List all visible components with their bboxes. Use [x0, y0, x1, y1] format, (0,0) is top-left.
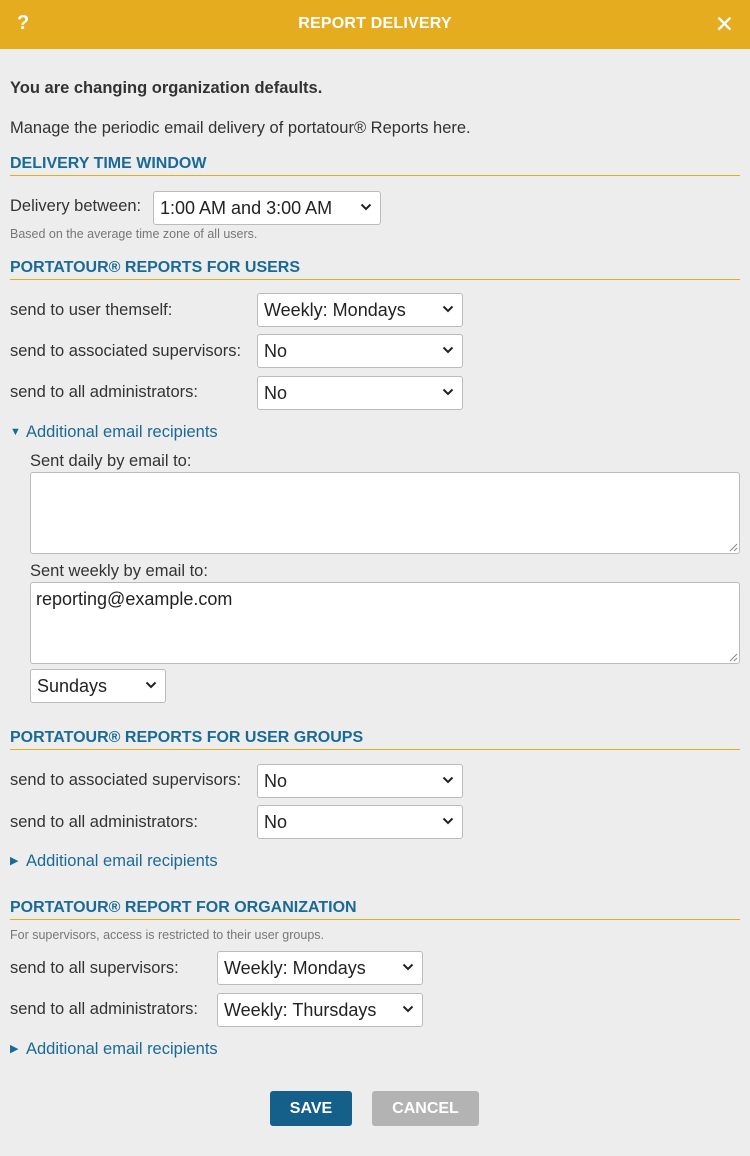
organization-note: For supervisors, access is restricted to their user groups. [10, 928, 325, 942]
chevron-down-icon [442, 774, 454, 786]
chevron-down-icon [145, 679, 157, 691]
dialog-title: REPORT DELIVERY [298, 15, 452, 32]
section-title-organization: PORTATOUR® REPORT FOR ORGANIZATION [10, 899, 740, 920]
chevron-down-icon [442, 303, 454, 315]
section-title-groups: PORTATOUR® REPORTS FOR USER GROUPS [10, 729, 740, 750]
select-value: No [264, 812, 288, 832]
resize-grip-icon[interactable] [728, 652, 738, 662]
users-send-self-select[interactable] [257, 293, 463, 327]
users-row-label: send to associated supervisors: [10, 342, 242, 360]
toggle-label: Additional email recipients [26, 1040, 218, 1058]
save-button[interactable]: SAVE [270, 1091, 352, 1126]
close-icon[interactable]: ✕ [714, 11, 734, 37]
select-value: No [264, 771, 288, 791]
groups-row-label: send to all administrators: [10, 813, 199, 831]
chevron-down-icon [442, 815, 454, 827]
organization-additional-recipients-toggle[interactable] [10, 1040, 218, 1059]
users-row-label: send to all administrators: [10, 383, 199, 401]
dialog-header [0, 0, 750, 49]
chevron-down-icon [402, 1003, 414, 1015]
chevron-down-icon [402, 961, 414, 973]
cancel-button[interactable]: CANCEL [372, 1091, 479, 1126]
organization-send-admins-select[interactable] [217, 993, 423, 1027]
users-row-label: send to user themself: [10, 301, 173, 319]
weekly-recipients-label: Sent weekly by email to: [30, 562, 208, 580]
triangle-right-icon: ▶ [10, 1043, 19, 1055]
org-defaults-notice: You are changing organization defaults. [10, 79, 323, 97]
section-title-delivery: DELIVERY TIME WINDOW [10, 155, 740, 176]
groups-send-admins-select[interactable] [257, 805, 463, 839]
toggle-label: Additional email recipients [26, 852, 218, 870]
chevron-down-icon [442, 386, 454, 398]
users-additional-recipients-toggle[interactable] [10, 423, 218, 442]
delivery-between-label: Delivery between: [10, 197, 142, 215]
select-value: No [264, 383, 288, 403]
weekly-day-select[interactable] [30, 669, 166, 703]
groups-row-label: send to associated supervisors: [10, 771, 242, 789]
select-value: Weekly: Mondays [224, 958, 366, 978]
select-value: Weekly: Thursdays [224, 1000, 377, 1020]
select-value: No [264, 341, 288, 361]
users-send-supervisors-select[interactable] [257, 334, 463, 368]
intro-text: Manage the periodic email delivery of portatour® Reports here. [10, 119, 471, 137]
users-send-admins-select[interactable] [257, 376, 463, 410]
delivery-note: Based on the average time zone of all users. [10, 227, 258, 241]
organization-send-supervisors-select[interactable] [217, 951, 423, 985]
organization-row-label: send to all supervisors: [10, 959, 179, 977]
groups-additional-recipients-toggle[interactable] [10, 852, 218, 871]
weekly-recipients-textarea[interactable] [30, 582, 740, 664]
toggle-label: Additional email recipients [26, 423, 218, 441]
delivery-window-value: 1:00 AM and 3:00 AM [160, 198, 333, 218]
triangle-down-icon: ▼ [10, 426, 21, 438]
help-icon[interactable]: ? [17, 12, 30, 34]
chevron-down-icon [360, 201, 372, 213]
groups-send-supervisors-select[interactable] [257, 764, 463, 798]
daily-recipients-textarea[interactable] [30, 472, 740, 554]
daily-recipients-label: Sent daily by email to: [30, 452, 192, 470]
delivery-window-select[interactable] [153, 191, 381, 225]
resize-grip-icon[interactable] [728, 542, 738, 552]
select-value: Weekly: Mondays [264, 300, 406, 320]
textarea-value: reporting@example.com [36, 589, 233, 609]
organization-row-label: send to all administrators: [10, 1000, 199, 1018]
select-value: Sundays [37, 676, 108, 696]
section-title-users: PORTATOUR® REPORTS FOR USERS [10, 259, 740, 280]
chevron-down-icon [442, 344, 454, 356]
triangle-right-icon: ▶ [10, 855, 19, 867]
